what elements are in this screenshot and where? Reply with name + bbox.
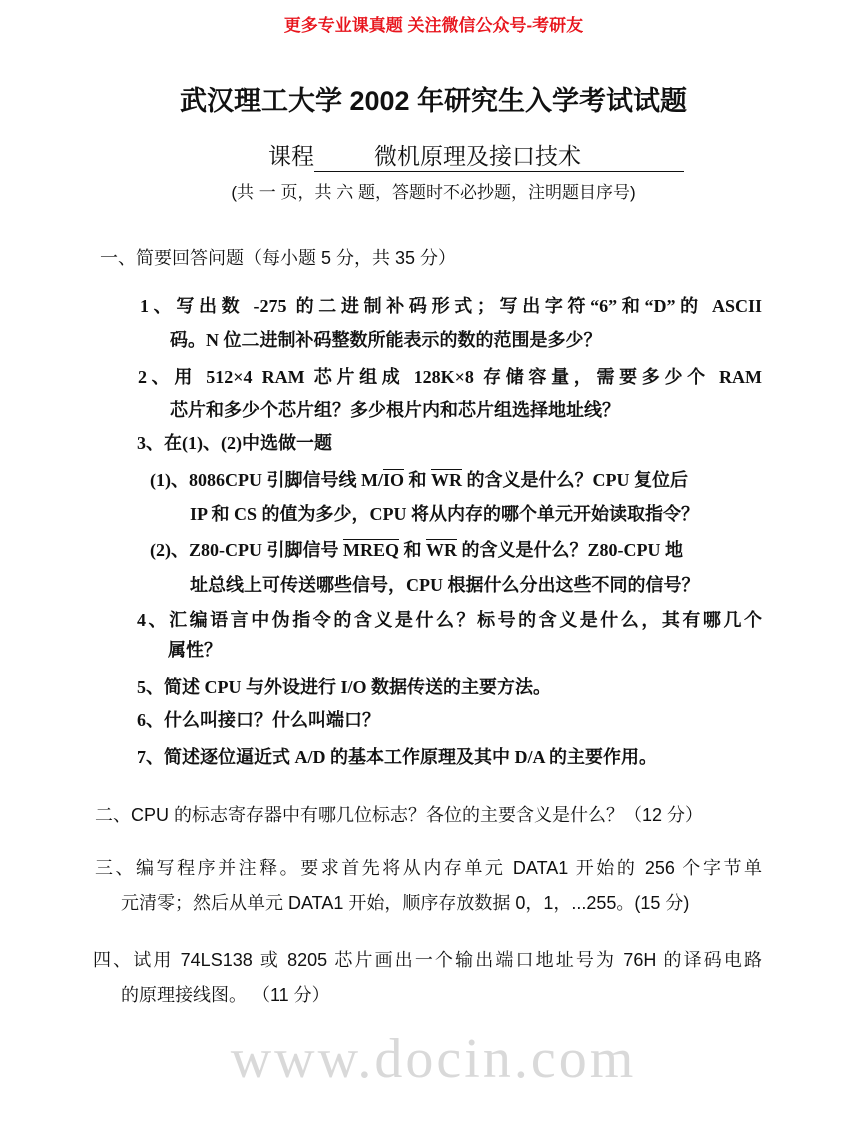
course-label: 课程 [268, 143, 314, 169]
section3-line2: 元清零；然后从单元 DATA1 开始，顺序存放数据 0，1，...255。(15 分) [121, 893, 690, 913]
section4-line1: 四、试用 74LS138 或 8205 芯片画出一个输出端口地址号为 76H 的译码电路 [93, 950, 762, 970]
text: (2)、Z80-CPU 引脚信号 [150, 540, 343, 560]
overlined-signal: MREQ [342, 540, 399, 560]
q1-line2: 码。N 位二进制补码整数所能表示的数的范围是多少？ [170, 330, 602, 350]
watermark: www.docin.com [230, 1028, 637, 1090]
q3-option1-line2: IP 和 CS 的值为多少，CPU 将从内存的哪个单元开始读取指令？ [190, 504, 700, 524]
text: (1)、8086CPU 引脚信号线 M/ [150, 470, 383, 490]
exam-title: 武汉理工大学 2002 年研究生入学考试试题 [179, 86, 688, 116]
q5-line: 5、简述 CPU 与外设进行 I/O 数据传送的主要方法。 [137, 677, 551, 697]
q3-option2-line2: 址总线上可传送哪些信号，CPU 根据什么分出这些不同的信号？ [190, 575, 700, 595]
q3-line: 3、在(1)、(2)中选做一题 [137, 433, 332, 453]
section4-line2: 的原理接线图。 （11 分） [121, 985, 330, 1005]
section1-heading: 一、简要回答问题（每小题 5 分，共 35 分） [100, 248, 457, 268]
overlined-signal: $\overline{WR}$ [431, 470, 462, 490]
text: 的含义是什么？CPU 复位后 [462, 470, 688, 490]
q1-line1: 1、写出数 -275 的二进制补码形式；写出字符“6”和“D”的 ASCII [140, 296, 762, 316]
q7-line: 7、简述逐位逼近式 A/D 的基本工作原理及其中 D/A 的主要作用。 [137, 747, 658, 767]
overlined-signal: $\overline{WR}$ [425, 540, 457, 560]
q4-line1: 4、汇编语言中伪指令的含义是什么？标号的含义是什么，其有哪几个 [137, 610, 762, 630]
course-name: 微机原理及接口技术 [314, 141, 684, 172]
q2-line1: 2、用 512×4 RAM 芯片组成 128K×8 存储容量，需要多少个 RAM [138, 367, 762, 387]
q6-line: 6、什么叫接口？什么叫端口？ [137, 710, 380, 730]
q2-line2: 芯片和多少个芯片组？多少根片内和芯片组选择地址线？ [170, 400, 620, 420]
text: 和 [398, 540, 426, 560]
section3-line1: 三、编写程序并注释。要求首先将从内存单元 DATA1 开始的 256 个字节单 [95, 858, 762, 878]
exam-note: (共 一 页，共 六 题，答题时不必抄题，注明题目序号) [231, 183, 636, 202]
q4-line2: 属性？ [168, 640, 222, 660]
q3-option1-line1 [0, 468, 867, 492]
q3-option2-line1 [0, 538, 867, 562]
text: 的含义是什么？Z80-CPU 地 [456, 540, 683, 560]
overlined-signal: $\overline{IO}$ [382, 470, 404, 490]
course-line [0, 140, 867, 172]
text: 和 [404, 470, 431, 490]
section2: 二、CPU 的标志寄存器中有哪几位标志？各位的主要含义是什么？（12 分） [95, 805, 704, 825]
promo-banner: 更多专业课真题 关注微信公众号-考研友 [283, 16, 584, 35]
